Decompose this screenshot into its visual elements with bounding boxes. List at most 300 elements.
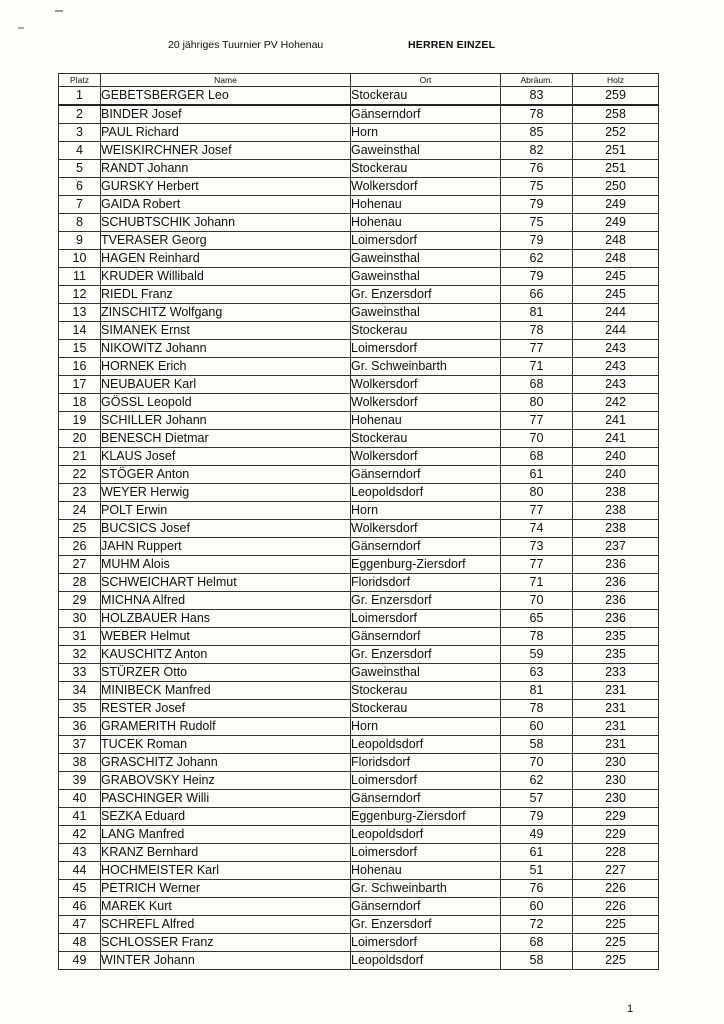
- cell-ort: Wolkersdorf: [351, 394, 501, 412]
- cell-platz: 38: [59, 754, 101, 772]
- cell-holz: 242: [573, 394, 659, 412]
- cell-platz: 3: [59, 124, 101, 142]
- cell-abraeum: 59: [501, 646, 573, 664]
- table-row: [59, 898, 659, 916]
- cell-platz: 43: [59, 844, 101, 862]
- cell-abraeum: 68: [501, 934, 573, 952]
- table-row: [59, 160, 659, 178]
- table-row: [59, 520, 659, 538]
- cell-name: TUCEK Roman: [101, 736, 351, 754]
- table-row: [59, 664, 659, 682]
- table-row: [59, 214, 659, 232]
- cell-abraeum: 77: [501, 412, 573, 430]
- cell-name: KAUSCHITZ Anton: [101, 646, 351, 664]
- cell-ort: Leopoldsdorf: [351, 826, 501, 844]
- table-row: [59, 754, 659, 772]
- cell-platz: 7: [59, 196, 101, 214]
- cell-platz: 33: [59, 664, 101, 682]
- cell-ort: Stockerau: [351, 322, 501, 340]
- cell-platz: 15: [59, 340, 101, 358]
- cell-abraeum: 80: [501, 484, 573, 502]
- cell-name: GEBETSBERGER Leo: [101, 87, 351, 106]
- cell-platz: 31: [59, 628, 101, 646]
- cell-abraeum: 76: [501, 880, 573, 898]
- cell-holz: 231: [573, 736, 659, 754]
- table-row: [59, 105, 659, 124]
- cell-ort: Leopoldsdorf: [351, 736, 501, 754]
- table-row: [59, 232, 659, 250]
- cell-name: RANDT Johann: [101, 160, 351, 178]
- table-row: [59, 178, 659, 196]
- table-row: [59, 646, 659, 664]
- cell-abraeum: 82: [501, 142, 573, 160]
- cell-abraeum: 51: [501, 862, 573, 880]
- page-number: 1: [627, 1003, 634, 1015]
- cell-holz: 238: [573, 484, 659, 502]
- column-header-ort: Ort: [351, 74, 501, 87]
- document-header: [0, 39, 724, 55]
- cell-ort: Stockerau: [351, 430, 501, 448]
- cell-name: MICHNA Alfred: [101, 592, 351, 610]
- cell-name: BINDER Josef: [101, 105, 351, 124]
- cell-abraeum: 75: [501, 178, 573, 196]
- table-row: [59, 772, 659, 790]
- cell-name: KLAUS Josef: [101, 448, 351, 466]
- cell-ort: Loimersdorf: [351, 232, 501, 250]
- cell-platz: 27: [59, 556, 101, 574]
- cell-holz: 235: [573, 628, 659, 646]
- cell-holz: 251: [573, 160, 659, 178]
- cell-name: PETRICH Werner: [101, 880, 351, 898]
- cell-name: GÖSSL Leopold: [101, 394, 351, 412]
- cell-abraeum: 66: [501, 286, 573, 304]
- table-row: [59, 718, 659, 736]
- cell-holz: 231: [573, 718, 659, 736]
- cell-ort: Gänserndorf: [351, 466, 501, 484]
- cell-abraeum: 79: [501, 268, 573, 286]
- cell-ort: Gänserndorf: [351, 105, 501, 124]
- cell-holz: 230: [573, 772, 659, 790]
- cell-platz: 49: [59, 952, 101, 970]
- cell-name: POLT Erwin: [101, 502, 351, 520]
- cell-holz: 249: [573, 214, 659, 232]
- cell-name: SCHILLER Johann: [101, 412, 351, 430]
- cell-abraeum: 63: [501, 664, 573, 682]
- cell-platz: 25: [59, 520, 101, 538]
- table-row: [59, 682, 659, 700]
- table-row: [59, 340, 659, 358]
- table-row: [59, 376, 659, 394]
- cell-holz: 235: [573, 646, 659, 664]
- cell-ort: Stockerau: [351, 682, 501, 700]
- cell-name: MUHM Alois: [101, 556, 351, 574]
- cell-abraeum: 77: [501, 340, 573, 358]
- cell-ort: Gr. Schweinbarth: [351, 358, 501, 376]
- cell-abraeum: 58: [501, 736, 573, 754]
- table-row: [59, 700, 659, 718]
- cell-abraeum: 85: [501, 124, 573, 142]
- table-row: [59, 304, 659, 322]
- cell-holz: 236: [573, 556, 659, 574]
- cell-platz: 6: [59, 178, 101, 196]
- cell-abraeum: 77: [501, 556, 573, 574]
- cell-ort: Stockerau: [351, 160, 501, 178]
- cell-name: GRABOVSKY Heinz: [101, 772, 351, 790]
- cell-ort: Leopoldsdorf: [351, 484, 501, 502]
- cell-holz: 240: [573, 466, 659, 484]
- column-header-abraeum: Abräum.: [501, 74, 573, 87]
- cell-holz: 259: [573, 87, 659, 106]
- scan-artifact: [18, 27, 24, 29]
- cell-ort: Loimersdorf: [351, 844, 501, 862]
- cell-ort: Gr. Schweinbarth: [351, 880, 501, 898]
- table-row: [59, 736, 659, 754]
- cell-abraeum: 75: [501, 214, 573, 232]
- cell-name: STÖGER Anton: [101, 466, 351, 484]
- tournament-title: 20 jähriges Tuurnier PV Hohenau: [168, 39, 324, 51]
- cell-abraeum: 77: [501, 502, 573, 520]
- cell-ort: Loimersdorf: [351, 610, 501, 628]
- cell-ort: Horn: [351, 502, 501, 520]
- cell-holz: 243: [573, 358, 659, 376]
- cell-abraeum: 81: [501, 682, 573, 700]
- cell-name: WINTER Johann: [101, 952, 351, 970]
- cell-platz: 32: [59, 646, 101, 664]
- table-row: [59, 430, 659, 448]
- cell-holz: 231: [573, 700, 659, 718]
- cell-abraeum: 78: [501, 322, 573, 340]
- cell-ort: Gaweinsthal: [351, 664, 501, 682]
- cell-holz: 241: [573, 430, 659, 448]
- cell-name: BUCSICS Josef: [101, 520, 351, 538]
- table-row: [59, 880, 659, 898]
- cell-name: WEYER Herwig: [101, 484, 351, 502]
- table-row: [59, 286, 659, 304]
- cell-platz: 9: [59, 232, 101, 250]
- cell-ort: Wolkersdorf: [351, 448, 501, 466]
- table-row: [59, 196, 659, 214]
- table-row: [59, 448, 659, 466]
- cell-platz: 16: [59, 358, 101, 376]
- cell-holz: 233: [573, 664, 659, 682]
- table-row: [59, 844, 659, 862]
- cell-abraeum: 57: [501, 790, 573, 808]
- cell-ort: Gänserndorf: [351, 898, 501, 916]
- table-row: [59, 268, 659, 286]
- cell-abraeum: 79: [501, 808, 573, 826]
- cell-name: SCHUBTSCHIK Johann: [101, 214, 351, 232]
- cell-platz: 30: [59, 610, 101, 628]
- cell-ort: Loimersdorf: [351, 340, 501, 358]
- table-row: [59, 250, 659, 268]
- cell-ort: Gaweinsthal: [351, 142, 501, 160]
- cell-name: GURSKY Herbert: [101, 178, 351, 196]
- cell-platz: 11: [59, 268, 101, 286]
- cell-holz: 243: [573, 376, 659, 394]
- cell-platz: 44: [59, 862, 101, 880]
- cell-name: KRUDER Willibald: [101, 268, 351, 286]
- cell-abraeum: 62: [501, 250, 573, 268]
- cell-ort: Gänserndorf: [351, 538, 501, 556]
- cell-abraeum: 78: [501, 628, 573, 646]
- cell-name: WEBER Helmut: [101, 628, 351, 646]
- cell-name: WEISKIRCHNER Josef: [101, 142, 351, 160]
- cell-abraeum: 78: [501, 105, 573, 124]
- cell-name: KRANZ Bernhard: [101, 844, 351, 862]
- cell-abraeum: 60: [501, 718, 573, 736]
- cell-name: RIEDL Franz: [101, 286, 351, 304]
- cell-platz: 39: [59, 772, 101, 790]
- cell-holz: 238: [573, 520, 659, 538]
- table-row: [59, 808, 659, 826]
- cell-name: PAUL Richard: [101, 124, 351, 142]
- cell-name: SCHLOSSER Franz: [101, 934, 351, 952]
- cell-abraeum: 72: [501, 916, 573, 934]
- cell-holz: 236: [573, 592, 659, 610]
- table-row: [59, 916, 659, 934]
- cell-name: RESTER Josef: [101, 700, 351, 718]
- cell-holz: 243: [573, 340, 659, 358]
- cell-abraeum: 68: [501, 448, 573, 466]
- table-row: [59, 394, 659, 412]
- table-row: [59, 826, 659, 844]
- cell-ort: Floridsdorf: [351, 574, 501, 592]
- cell-name: PASCHINGER Willi: [101, 790, 351, 808]
- cell-holz: 225: [573, 934, 659, 952]
- cell-ort: Stockerau: [351, 87, 501, 106]
- table-row: [59, 142, 659, 160]
- cell-platz: 46: [59, 898, 101, 916]
- cell-platz: 20: [59, 430, 101, 448]
- cell-platz: 18: [59, 394, 101, 412]
- cell-holz: 240: [573, 448, 659, 466]
- cell-ort: Horn: [351, 718, 501, 736]
- cell-name: GAIDA Robert: [101, 196, 351, 214]
- table-row: [59, 358, 659, 376]
- cell-platz: 21: [59, 448, 101, 466]
- cell-holz: 230: [573, 790, 659, 808]
- cell-platz: 36: [59, 718, 101, 736]
- cell-ort: Gr. Enzersdorf: [351, 286, 501, 304]
- cell-name: MINIBECK Manfred: [101, 682, 351, 700]
- results-table: [58, 73, 659, 970]
- cell-ort: Gr. Enzersdorf: [351, 592, 501, 610]
- table-row: [59, 790, 659, 808]
- cell-holz: 229: [573, 808, 659, 826]
- scan-artifact: [55, 10, 63, 12]
- cell-abraeum: 61: [501, 844, 573, 862]
- cell-abraeum: 70: [501, 592, 573, 610]
- cell-holz: 236: [573, 610, 659, 628]
- table-row: [59, 556, 659, 574]
- cell-abraeum: 58: [501, 952, 573, 970]
- cell-platz: 10: [59, 250, 101, 268]
- table-row: [59, 466, 659, 484]
- cell-platz: 19: [59, 412, 101, 430]
- cell-platz: 17: [59, 376, 101, 394]
- cell-platz: 47: [59, 916, 101, 934]
- table-row: [59, 628, 659, 646]
- cell-name: ZINSCHITZ Wolfgang: [101, 304, 351, 322]
- cell-name: HOLZBAUER Hans: [101, 610, 351, 628]
- cell-abraeum: 70: [501, 754, 573, 772]
- cell-abraeum: 81: [501, 304, 573, 322]
- cell-abraeum: 68: [501, 376, 573, 394]
- cell-holz: 249: [573, 196, 659, 214]
- cell-name: MAREK Kurt: [101, 898, 351, 916]
- cell-name: SCHWEICHART Helmut: [101, 574, 351, 592]
- cell-ort: Stockerau: [351, 700, 501, 718]
- table-row: [59, 502, 659, 520]
- cell-ort: Hohenau: [351, 412, 501, 430]
- cell-ort: Gänserndorf: [351, 790, 501, 808]
- cell-ort: Hohenau: [351, 196, 501, 214]
- cell-holz: 229: [573, 826, 659, 844]
- cell-holz: 248: [573, 232, 659, 250]
- cell-name: JAHN Ruppert: [101, 538, 351, 556]
- cell-platz: 4: [59, 142, 101, 160]
- cell-platz: 13: [59, 304, 101, 322]
- cell-ort: Gr. Enzersdorf: [351, 646, 501, 664]
- cell-platz: 48: [59, 934, 101, 952]
- table-row: [59, 484, 659, 502]
- cell-holz: 258: [573, 105, 659, 124]
- cell-name: NEUBAUER Karl: [101, 376, 351, 394]
- cell-platz: 1: [59, 87, 101, 106]
- column-header-holz: Holz: [573, 74, 659, 87]
- cell-platz: 12: [59, 286, 101, 304]
- cell-holz: 241: [573, 412, 659, 430]
- cell-ort: Wolkersdorf: [351, 376, 501, 394]
- cell-platz: 24: [59, 502, 101, 520]
- table-row: [59, 574, 659, 592]
- cell-holz: 238: [573, 502, 659, 520]
- table-row: [59, 952, 659, 970]
- cell-platz: 29: [59, 592, 101, 610]
- table-row: [59, 124, 659, 142]
- cell-platz: 28: [59, 574, 101, 592]
- cell-ort: Wolkersdorf: [351, 520, 501, 538]
- cell-name: LANG Manfred: [101, 826, 351, 844]
- cell-name: SEZKA Eduard: [101, 808, 351, 826]
- cell-holz: 250: [573, 178, 659, 196]
- table-row: [59, 87, 659, 106]
- cell-abraeum: 79: [501, 196, 573, 214]
- table-row: [59, 538, 659, 556]
- cell-abraeum: 83: [501, 87, 573, 106]
- cell-platz: 45: [59, 880, 101, 898]
- cell-platz: 23: [59, 484, 101, 502]
- table-row: [59, 934, 659, 952]
- cell-name: HOCHMEISTER Karl: [101, 862, 351, 880]
- cell-abraeum: 70: [501, 430, 573, 448]
- cell-abraeum: 80: [501, 394, 573, 412]
- cell-holz: 230: [573, 754, 659, 772]
- cell-abraeum: 62: [501, 772, 573, 790]
- cell-name: HAGEN Reinhard: [101, 250, 351, 268]
- cell-holz: 244: [573, 304, 659, 322]
- cell-platz: 41: [59, 808, 101, 826]
- cell-holz: 225: [573, 916, 659, 934]
- cell-abraeum: 78: [501, 700, 573, 718]
- cell-holz: 251: [573, 142, 659, 160]
- cell-platz: 34: [59, 682, 101, 700]
- cell-abraeum: 49: [501, 826, 573, 844]
- cell-name: STÜRZER Otto: [101, 664, 351, 682]
- cell-ort: Gaweinsthal: [351, 304, 501, 322]
- cell-platz: 22: [59, 466, 101, 484]
- cell-holz: 226: [573, 898, 659, 916]
- cell-abraeum: 60: [501, 898, 573, 916]
- cell-holz: 252: [573, 124, 659, 142]
- cell-abraeum: 74: [501, 520, 573, 538]
- cell-name: SCHREFL Alfred: [101, 916, 351, 934]
- cell-platz: 8: [59, 214, 101, 232]
- cell-abraeum: 79: [501, 232, 573, 250]
- cell-ort: Loimersdorf: [351, 772, 501, 790]
- cell-ort: Floridsdorf: [351, 754, 501, 772]
- header-row: [59, 74, 659, 87]
- cell-ort: Hohenau: [351, 214, 501, 232]
- cell-ort: Gaweinsthal: [351, 268, 501, 286]
- cell-platz: 40: [59, 790, 101, 808]
- cell-platz: 5: [59, 160, 101, 178]
- cell-ort: Eggenburg-Ziersdorf: [351, 556, 501, 574]
- cell-ort: Gr. Enzersdorf: [351, 916, 501, 934]
- cell-ort: Leopoldsdorf: [351, 952, 501, 970]
- cell-name: GRASCHITZ Johann: [101, 754, 351, 772]
- cell-holz: 248: [573, 250, 659, 268]
- cell-holz: 237: [573, 538, 659, 556]
- cell-name: SIMANEK Ernst: [101, 322, 351, 340]
- cell-ort: Horn: [351, 124, 501, 142]
- cell-holz: 245: [573, 286, 659, 304]
- cell-ort: Gaweinsthal: [351, 250, 501, 268]
- cell-abraeum: 71: [501, 358, 573, 376]
- cell-ort: Gänserndorf: [351, 628, 501, 646]
- cell-platz: 35: [59, 700, 101, 718]
- cell-abraeum: 71: [501, 574, 573, 592]
- cell-holz: 226: [573, 880, 659, 898]
- cell-name: BENESCH Dietmar: [101, 430, 351, 448]
- cell-abraeum: 61: [501, 466, 573, 484]
- cell-platz: 42: [59, 826, 101, 844]
- cell-platz: 14: [59, 322, 101, 340]
- cell-abraeum: 65: [501, 610, 573, 628]
- cell-holz: 225: [573, 952, 659, 970]
- cell-holz: 228: [573, 844, 659, 862]
- cell-ort: Wolkersdorf: [351, 178, 501, 196]
- category-title: HERREN EINZEL: [408, 39, 496, 51]
- cell-holz: 231: [573, 682, 659, 700]
- table-row: [59, 412, 659, 430]
- cell-platz: 37: [59, 736, 101, 754]
- column-header-name: Name: [101, 74, 351, 87]
- column-header-platz: Platz: [59, 74, 101, 87]
- table-row: [59, 610, 659, 628]
- cell-abraeum: 73: [501, 538, 573, 556]
- cell-ort: Loimersdorf: [351, 934, 501, 952]
- cell-name: NIKOWITZ Johann: [101, 340, 351, 358]
- table-row: [59, 862, 659, 880]
- cell-platz: 26: [59, 538, 101, 556]
- cell-ort: Hohenau: [351, 862, 501, 880]
- cell-name: TVERASER Georg: [101, 232, 351, 250]
- cell-holz: 227: [573, 862, 659, 880]
- table-row: [59, 592, 659, 610]
- cell-holz: 236: [573, 574, 659, 592]
- cell-platz: 2: [59, 105, 101, 124]
